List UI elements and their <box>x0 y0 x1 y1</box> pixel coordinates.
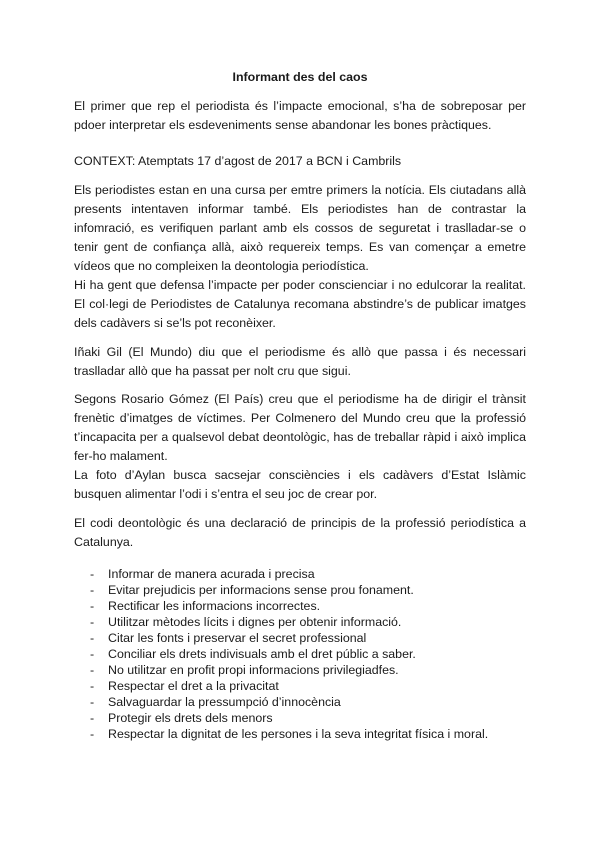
list-item-text: Rectificar les informacions incorrectes. <box>108 599 321 613</box>
bullet-dash: - <box>90 567 95 581</box>
list-item-text: Conciliar els drets indivisuals amb el dret públic a saber. <box>108 647 416 661</box>
paragraph-inaki-gil: Iñaki Gil (El Mundo) diu que el periodisme és allò que passa i és necessari traslladar allò que ha passat per nolt cru que sigui. <box>74 345 526 378</box>
list-item <box>74 662 544 678</box>
paragraph-aylan: La foto d’Aylan busca sacsejar consciències i els cadàvers d’Estat Islàmic busquen alimentar l’odi i s’entra el seu joc de crear por. <box>74 468 526 501</box>
bullet-dash: - <box>90 727 95 741</box>
list-item-text: Respectar el dret a la privacitat <box>108 679 279 693</box>
bullet-dash: - <box>90 583 95 597</box>
bullet-dash: - <box>90 663 95 677</box>
list-item <box>74 614 544 630</box>
paragraph-intro: El primer que rep el periodista és l’impacte emocional, s’ha de sobreposar per pdoer interpretar els esdeveniments sense abandonar les bones pràctiques. <box>74 99 526 132</box>
list-item <box>74 630 544 646</box>
bullet-dash: - <box>90 711 95 725</box>
list-item-text: Salvaguardar la pressumpció d’innocència <box>108 695 341 709</box>
list-item <box>74 726 544 742</box>
list-item-text: Utilitzar mètodes lícits i dignes per obtenir informació. <box>108 615 402 629</box>
bullet-dash: - <box>90 647 95 661</box>
list-item <box>74 598 544 614</box>
list-item <box>74 566 544 582</box>
paragraph-rosario-gomez: Segons Rosario Gómez (El País) creu que el periodisme ha de dirigir el trànsit frenètic d’imatges de víctimes. Per Colmenero del Mundo creu que la professió t’incapacita per a qualsevol debat deontològic, has de treballar ràpid i això implica fer-ho malament. <box>74 392 526 463</box>
paragraph-context: CONTEXT: Atemptats 17 d’agost de 2017 a BCN i Cambrils <box>74 154 402 168</box>
list-item <box>74 678 544 694</box>
document-title: Informant des del caos <box>232 70 368 84</box>
paragraph-codi: El codi deontològic és una declaració de principis de la professió periodística a Catalunya. <box>74 516 526 549</box>
list-item-text: Protegir els drets dels menors <box>108 711 273 725</box>
bullet-dash: - <box>90 599 95 613</box>
bullet-dash: - <box>90 615 95 629</box>
list-item-text: Citar les fonts i preservar el secret professional <box>108 631 367 645</box>
bullet-dash: - <box>90 679 95 693</box>
list-item <box>74 582 544 598</box>
principles-list <box>74 566 544 742</box>
list-item-text: Respectar la dignitat de les persones i la seva integritat física i moral. <box>108 727 489 741</box>
list-item <box>74 646 544 662</box>
list-item-text: Evitar prejudicis per informacions sense prou fonament. <box>108 583 414 597</box>
bullet-dash: - <box>90 695 95 709</box>
list-item <box>74 694 544 710</box>
list-item-text: No utilitzar en profit propi informacions privilegiadfes. <box>108 663 399 677</box>
bullet-dash: - <box>90 631 95 645</box>
list-item <box>74 710 544 726</box>
list-item-text: Informar de manera acurada i precisa <box>108 567 315 581</box>
paragraph-race: Els periodistes estan en una cursa per emtre primers la notícia. Els ciutadans allà presents intentaven informar també. Els periodistes han de contrastar la infomració, es verifiquen parlant amb els cossos de seguretat i traslladar-se o tenir gent de confiança allà, això requereix temps. Es van començar a emetre vídeos que no compleixen la deontologia periodística. <box>74 183 526 273</box>
paragraph-impact: Hi ha gent que defensa l’impacte per poder conscienciar i no edulcorar la realitat. El col·legi de Periodistes de Catalunya recomana abstindre’s de publicar imatges dels cadàvers si se’ls pot reconèixer. <box>74 278 526 330</box>
